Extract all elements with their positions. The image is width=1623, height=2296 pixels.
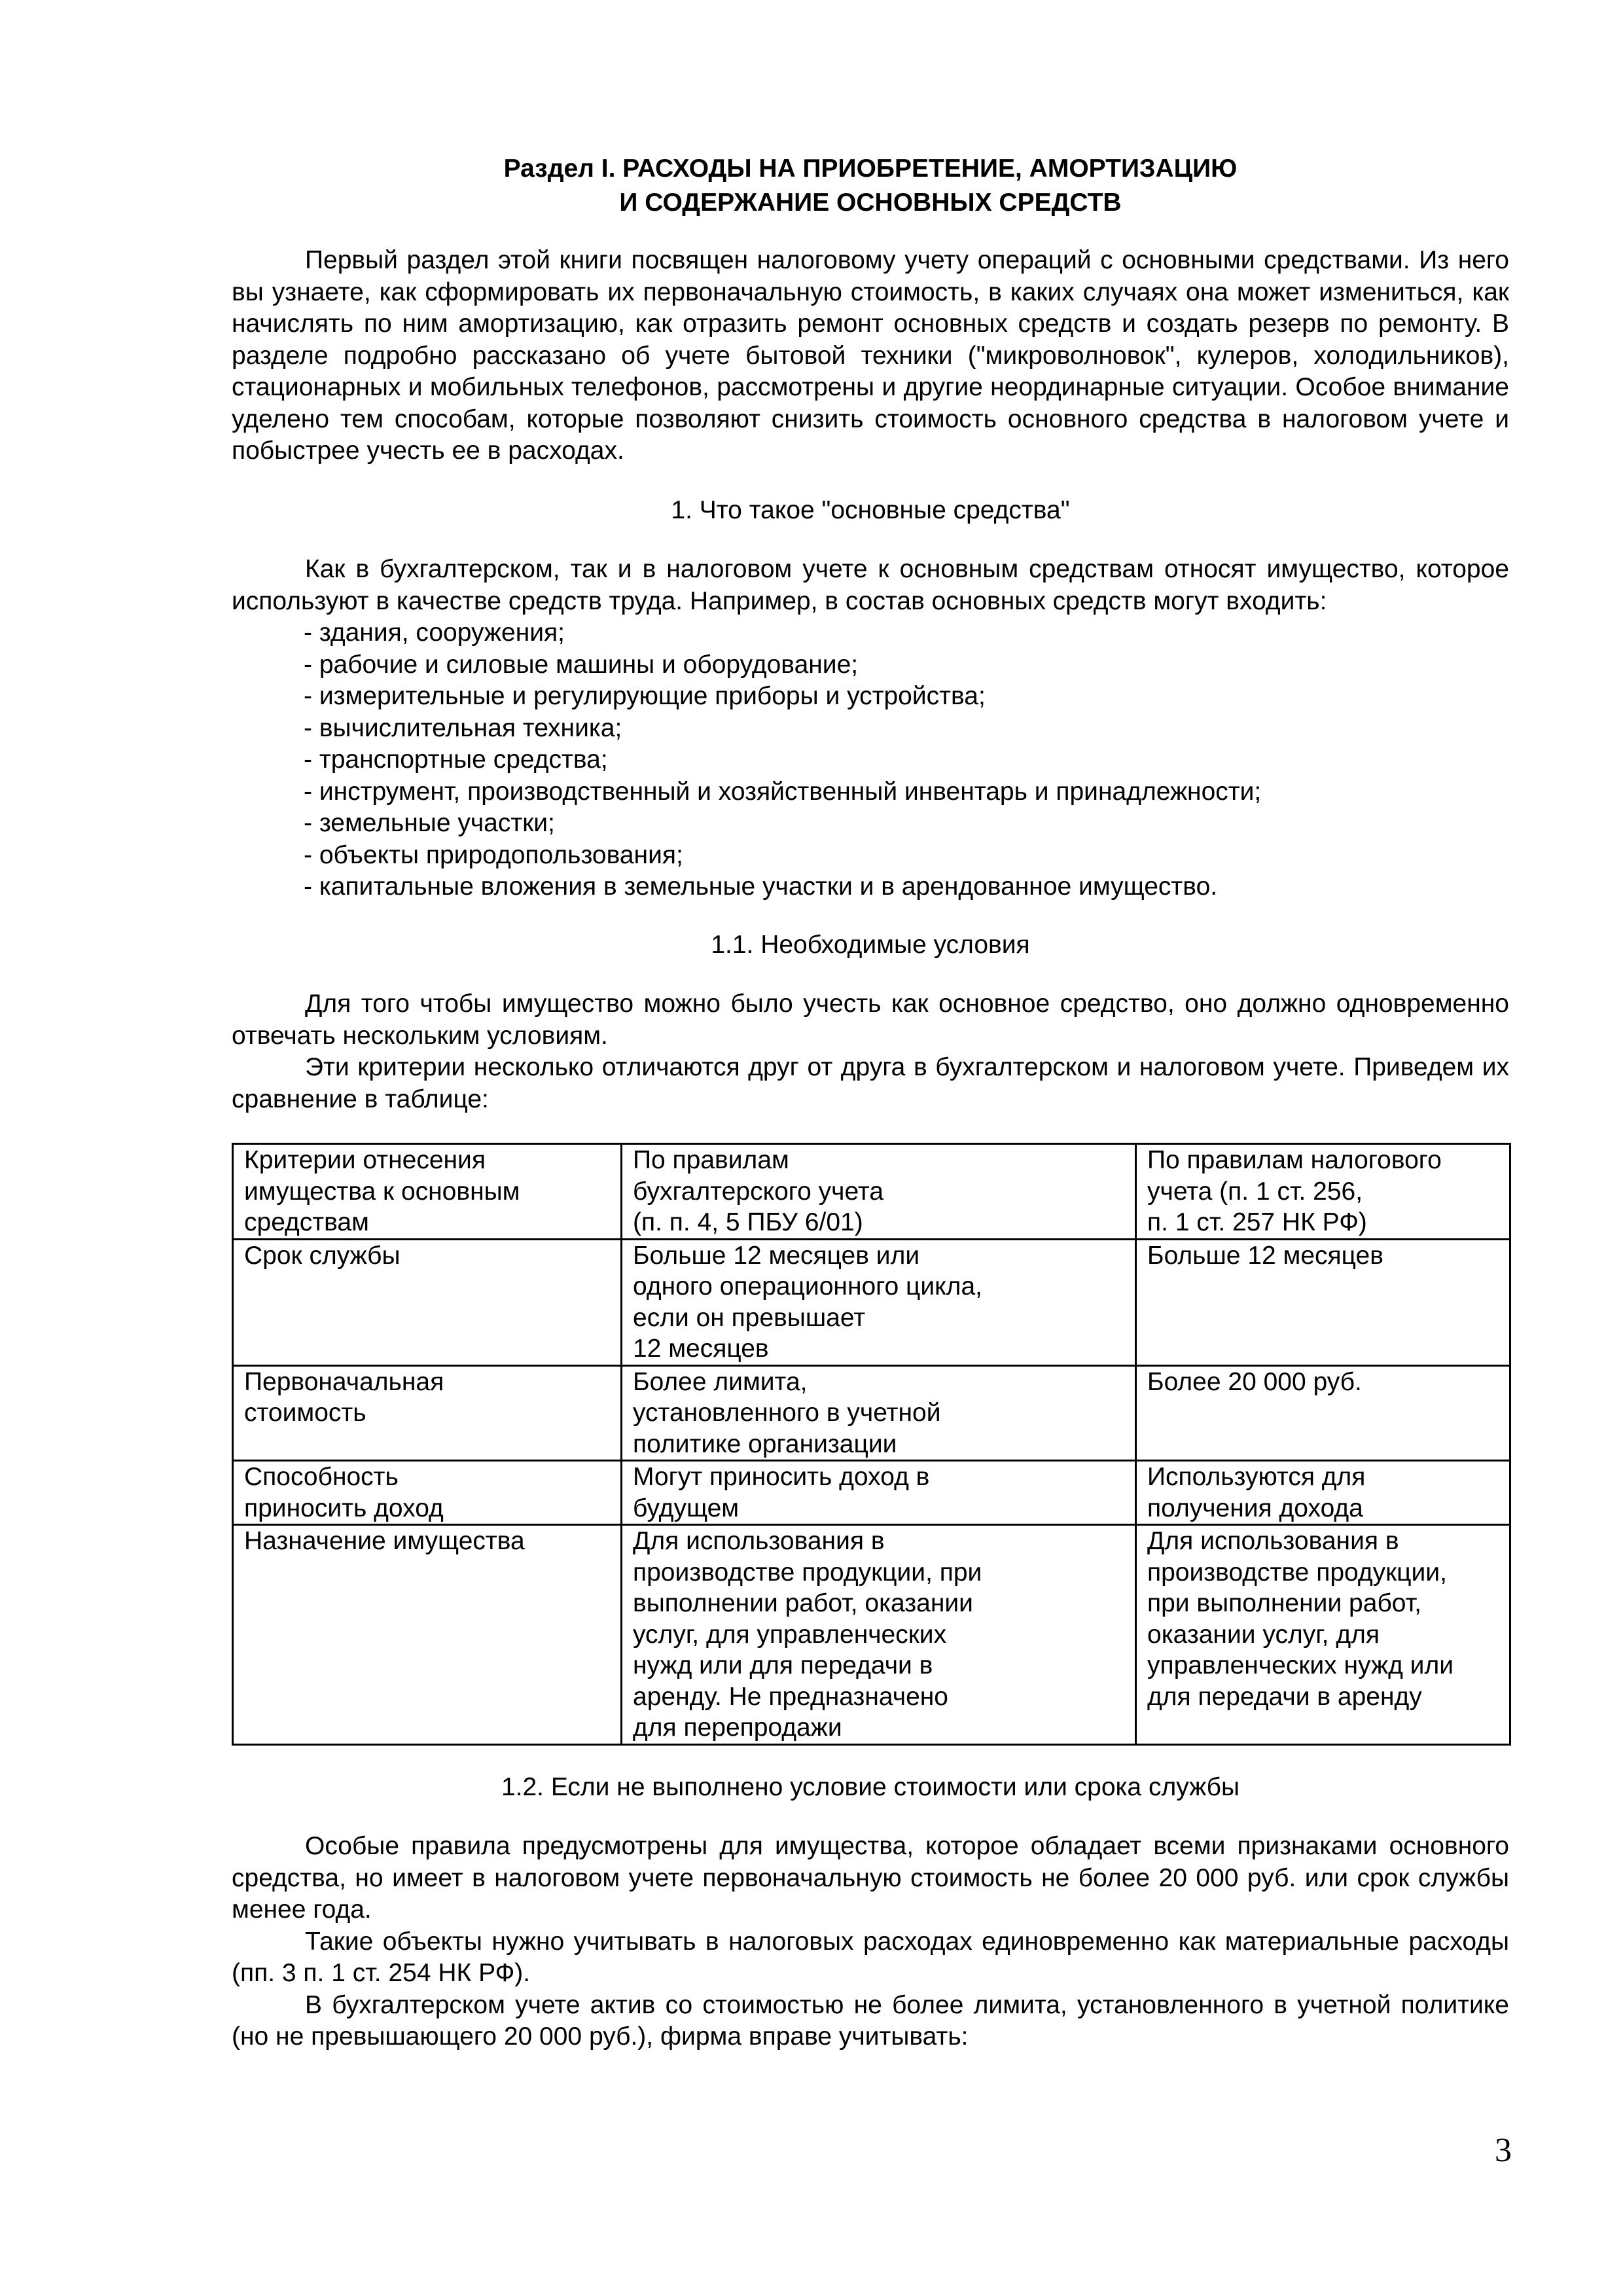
list-item: - здания, сооружения; xyxy=(304,617,1509,649)
list-item: - вычислительная техника; xyxy=(304,713,1509,745)
table-header-cell: По правилам налогового учета (п. 1 ст. 256, п. 1 ст. 257 НК РФ) xyxy=(1136,1144,1510,1240)
subsection-heading-1: 1. Что такое "основные средства" xyxy=(671,495,1070,524)
table-row xyxy=(233,1461,1510,1525)
list-item: - капитальные вложения в земельные участки и в арендованное имущество. xyxy=(304,871,1509,903)
list-item: - объекты природопользования; xyxy=(304,840,1509,872)
criteria-comparison-table xyxy=(232,1143,1511,1746)
table-cell: Более лимита, установленного в учетной политике организации xyxy=(622,1365,1136,1461)
list-item: - рабочие и силовые машины и оборудование; xyxy=(304,649,1509,681)
list-item: - земельные участки; xyxy=(304,808,1509,840)
table-cell: Способность приносить доход xyxy=(233,1461,622,1525)
table-cell: Больше 12 месяцев или одного операционного цикла, если он превышает 12 месяцев xyxy=(622,1239,1136,1365)
table-header-cell: Критерии отнесения имущества к основным средствам xyxy=(233,1144,622,1240)
table-header-row xyxy=(233,1144,1510,1240)
table-cell: Для использования в производстве продукции, при выполнении работ, оказании услуг, для управленческих нужд или для передачи в аренду xyxy=(1136,1525,1510,1745)
section-title-line-2: И СОДЕРЖАНИЕ ОСНОВНЫХ СРЕДСТВ xyxy=(619,188,1122,217)
table-cell: Используются для получения дохода xyxy=(1136,1461,1510,1525)
conditions-paragraph: Для того чтобы имущество можно было учесть как основное средство, оно должно одновременно отвечать нескольким условиям. xyxy=(232,990,1509,1050)
table-cell: Больше 12 месяцев xyxy=(1136,1239,1510,1365)
table-row xyxy=(233,1525,1510,1745)
special-rules-paragraph: Особые правила предусмотрены для имущества, которое обладает всеми признаками основного средства, но имеет в налоговом учете первоначальную стоимость не более 20 000 руб. или срок службы менее года. xyxy=(232,1832,1509,1924)
subsection-heading-1-1: 1.1. Необходимые условия xyxy=(711,930,1030,959)
page-content xyxy=(232,152,1509,2053)
table-cell: Срок службы xyxy=(233,1239,622,1365)
fixed-assets-definition: Как в бухгалтерском, так и в налоговом учете к основным средствам относят имущество, которое используют в качестве средств труда. Например, в состав основных средств могут входить: xyxy=(232,555,1509,615)
table-cell: Назначение имущества xyxy=(233,1525,622,1745)
list-item: - инструмент, производственный и хозяйственный инвентарь и принадлежности; xyxy=(304,776,1509,808)
table-cell: Для использования в производстве продукции, при выполнении работ, оказании услуг, для управленческих нужд или для передачи в аренду. Не предназначено для перепродажи xyxy=(622,1525,1136,1745)
table-cell: Первоначальная стоимость xyxy=(233,1365,622,1461)
asset-list xyxy=(232,617,1509,903)
table-cell: Могут приносить доход в будущем xyxy=(622,1461,1136,1525)
list-item: - измерительные и регулирующие приборы и устройства; xyxy=(304,681,1509,713)
tax-expense-paragraph: Такие объекты нужно учитывать в налоговых расходах единовременно как материальные расходы (пп. 3 п. 1 ст. 254 НК РФ). xyxy=(232,1927,1509,1987)
accounting-paragraph: В бухгалтерском учете актив со стоимостью не более лимита, установленного в учетной политике (но не превышающего 20 000 руб.), фирма вправе учитывать: xyxy=(232,1990,1509,2051)
list-item: - транспортные средства; xyxy=(304,744,1509,776)
page-number: 3 xyxy=(1495,2132,1512,2169)
comparison-intro-paragraph: Эти критерии несколько отличаются друг от друга в бухгалтерском и налоговом учете. Приведем их сравнение в таблице: xyxy=(232,1053,1509,1113)
table-cell: Более 20 000 руб. xyxy=(1136,1365,1510,1461)
table-header-cell: По правилам бухгалтерского учета (п. п. 4, 5 ПБУ 6/01) xyxy=(622,1144,1136,1240)
table-row xyxy=(233,1239,1510,1365)
section-title xyxy=(232,152,1509,220)
section-title-line-1: Раздел I. РАСХОДЫ НА ПРИОБРЕТЕНИЕ, АМОРТИЗАЦИЮ xyxy=(503,154,1238,183)
intro-paragraph: Первый раздел этой книги посвящен налоговому учету операций с основными средствами. Из него вы узнаете, как сформировать их первоначальную стоимость, в каких случаях она может измениться, как начислять по ним амортизацию, как отразить ремонт основных средств и создать резерв по ремонту. В разделе подробно рассказано об учете бытовой техники ("микроволновок", кулеров, холодильников), стационарных и мобильных телефонов, рассмотрены и другие неординарные ситуации. Особое внимание уделено тем способам, которые позволяют снизить стоимость основного средства в налоговом учете и побыстрее учесть ее в расходах. xyxy=(232,246,1509,465)
table-row xyxy=(233,1365,1510,1461)
subsection-heading-1-2: 1.2. Если не выполнено условие стоимости или срока службы xyxy=(501,1772,1240,1801)
